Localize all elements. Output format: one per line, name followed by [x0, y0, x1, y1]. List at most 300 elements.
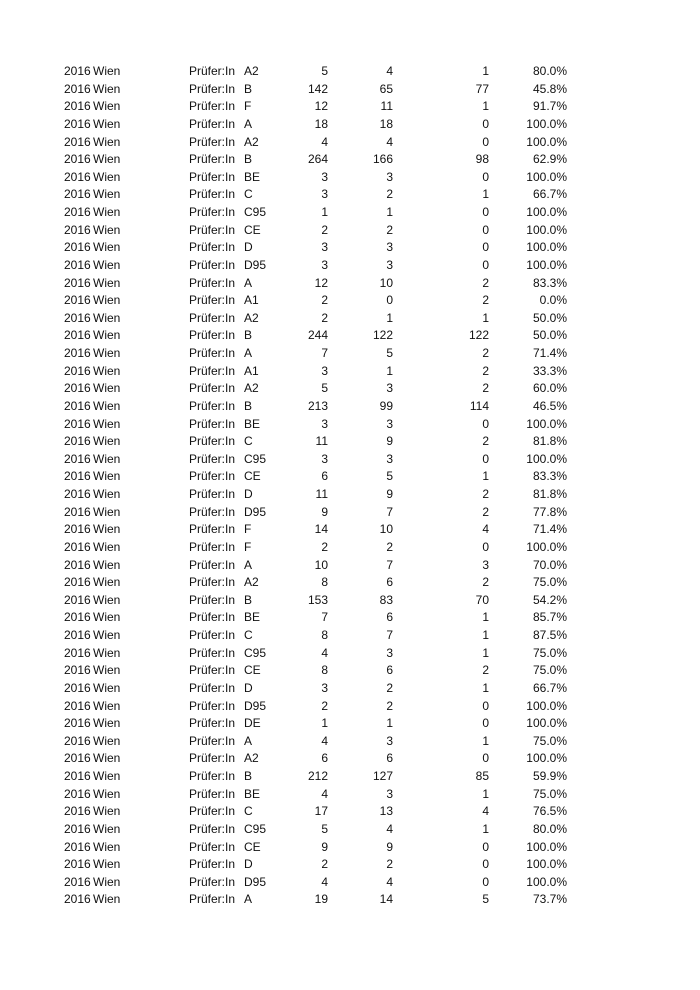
license-class-cell: BE — [244, 610, 261, 625]
total-cell: 4 — [321, 874, 328, 889]
total-cell: 2 — [321, 222, 328, 237]
table-row — [0, 63, 700, 81]
year-cell: 2016 — [64, 187, 91, 202]
failed-cell: 1 — [482, 821, 489, 836]
city-cell: Wien — [93, 628, 121, 642]
year-cell: 2016 — [64, 293, 91, 308]
total-cell: 18 — [314, 116, 328, 131]
pass-rate-cell: 100.0% — [526, 134, 567, 149]
license-class-cell: C95 — [244, 451, 267, 466]
year-cell: 2016 — [64, 857, 91, 872]
year-cell: 2016 — [64, 680, 91, 695]
year-cell: 2016 — [64, 257, 91, 272]
passed-cell: 4 — [386, 821, 393, 836]
role-cell: Prüfer:In — [189, 769, 236, 783]
pass-rate-cell: 77.8% — [532, 504, 567, 519]
pass-rate-cell: 75.0% — [532, 786, 567, 801]
table-row — [0, 592, 700, 610]
pass-rate-cell: 71.4% — [532, 346, 567, 360]
role-cell: Prüfer:In — [189, 116, 236, 131]
passed-cell: 10 — [379, 275, 393, 290]
license-class-cell: CE — [244, 663, 261, 678]
city-cell: Wien — [93, 451, 121, 466]
pass-rate-cell: 100.0% — [526, 874, 567, 889]
license-class-cell: A — [244, 275, 253, 290]
role-cell: Prüfer:In — [189, 575, 236, 590]
passed-cell: 7 — [386, 504, 393, 519]
license-class-cell: C95 — [244, 205, 267, 219]
license-class-cell: CE — [244, 469, 261, 484]
pass-rate-cell: 50.0% — [532, 310, 567, 325]
failed-cell: 0 — [482, 257, 489, 272]
year-cell: 2016 — [64, 522, 91, 537]
city-cell: Wien — [93, 522, 121, 537]
failed-cell: 0 — [482, 857, 489, 872]
license-class-cell: D95 — [244, 874, 267, 889]
failed-cell: 2 — [482, 275, 489, 290]
failed-cell: 0 — [482, 698, 489, 713]
passed-cell: 11 — [380, 99, 393, 114]
city-cell: Wien — [93, 769, 121, 783]
total-cell: 4 — [321, 134, 328, 149]
failed-cell: 0 — [482, 205, 489, 219]
total-cell: 3 — [321, 416, 328, 431]
passed-cell: 1 — [386, 205, 393, 219]
role-cell: Prüfer:In — [189, 522, 236, 537]
failed-cell: 1 — [482, 733, 489, 748]
passed-cell: 1 — [386, 363, 393, 378]
total-cell: 4 — [321, 733, 328, 748]
pass-rate-cell: 100.0% — [526, 751, 567, 766]
pass-rate-cell: 100.0% — [526, 451, 567, 466]
table-row — [0, 81, 700, 99]
role-cell: Prüfer:In — [189, 451, 236, 466]
license-class-cell: D95 — [244, 504, 267, 519]
pass-rate-cell: 75.0% — [532, 733, 567, 748]
year-cell: 2016 — [64, 892, 91, 907]
failed-cell: 1 — [482, 64, 489, 78]
license-class-cell: DE — [244, 716, 261, 731]
table-row — [0, 803, 700, 821]
failed-cell: 1 — [482, 469, 489, 484]
passed-cell: 10 — [379, 522, 393, 537]
pass-rate-cell: 100.0% — [526, 205, 567, 219]
license-class-cell: C95 — [244, 821, 267, 836]
table-row — [0, 733, 700, 751]
passed-cell: 3 — [386, 257, 393, 272]
city-cell: Wien — [93, 892, 121, 907]
total-cell: 2 — [321, 293, 328, 308]
city-cell: Wien — [93, 169, 121, 184]
role-cell: Prüfer:In — [189, 240, 236, 255]
passed-cell: 7 — [386, 628, 393, 642]
city-cell: Wien — [93, 592, 121, 607]
year-cell: 2016 — [64, 751, 91, 766]
year-cell: 2016 — [64, 275, 91, 290]
role-cell: Prüfer:In — [189, 716, 236, 731]
year-cell: 2016 — [64, 645, 91, 660]
role-cell: Prüfer:In — [189, 680, 236, 695]
city-cell: Wien — [93, 381, 121, 396]
pass-rate-cell: 76.5% — [532, 804, 567, 819]
total-cell: 3 — [321, 680, 328, 695]
year-cell: 2016 — [64, 240, 91, 255]
role-cell: Prüfer:In — [189, 346, 236, 360]
city-cell: Wien — [93, 434, 121, 449]
license-class-cell: C95 — [244, 645, 267, 660]
failed-cell: 5 — [482, 892, 489, 907]
city-cell: Wien — [93, 64, 121, 78]
total-cell: 3 — [321, 363, 328, 378]
passed-cell: 2 — [386, 539, 393, 554]
failed-cell: 2 — [482, 504, 489, 519]
role-cell: Prüfer:In — [189, 310, 236, 325]
city-cell: Wien — [93, 398, 121, 413]
table-row — [0, 698, 700, 716]
total-cell: 19 — [314, 892, 328, 907]
year-cell: 2016 — [64, 81, 91, 96]
city-cell: Wien — [93, 504, 121, 519]
role-cell: Prüfer:In — [189, 257, 236, 272]
total-cell: 3 — [321, 257, 328, 272]
pass-rate-cell: 100.0% — [526, 116, 567, 131]
passed-cell: 3 — [386, 786, 393, 801]
year-cell: 2016 — [64, 698, 91, 713]
table-row — [0, 310, 700, 328]
license-class-cell: B — [244, 398, 253, 413]
passed-cell: 3 — [386, 645, 393, 660]
total-cell: 6 — [321, 751, 328, 766]
license-class-cell: BE — [244, 416, 261, 431]
passed-cell: 6 — [386, 751, 393, 766]
passed-cell: 3 — [386, 733, 393, 748]
license-class-cell: BE — [244, 169, 261, 184]
passed-cell: 4 — [386, 64, 393, 78]
pass-rate-cell: 81.8% — [532, 434, 567, 449]
city-cell: Wien — [93, 293, 121, 308]
city-cell: Wien — [93, 539, 121, 554]
pass-rate-cell: 83.3% — [532, 275, 567, 290]
year-cell: 2016 — [64, 416, 91, 431]
table-row — [0, 292, 700, 310]
failed-cell: 4 — [482, 804, 489, 819]
pass-rate-cell: 45.8% — [532, 81, 567, 96]
city-cell: Wien — [93, 134, 121, 149]
total-cell: 8 — [321, 575, 328, 590]
passed-cell: 18 — [379, 116, 393, 131]
total-cell: 7 — [321, 346, 328, 360]
failed-cell: 85 — [475, 769, 489, 783]
total-cell: 3 — [321, 187, 328, 202]
license-class-cell: D95 — [244, 698, 267, 713]
table-row — [0, 680, 700, 698]
city-cell: Wien — [93, 698, 121, 713]
table-row — [0, 257, 700, 275]
role-cell: Prüfer:In — [189, 328, 236, 343]
year-cell: 2016 — [64, 169, 91, 184]
table-row — [0, 750, 700, 768]
table-row — [0, 609, 700, 627]
total-cell: 4 — [321, 786, 328, 801]
table-row — [0, 345, 700, 363]
table-row — [0, 468, 700, 486]
failed-cell: 0 — [482, 874, 489, 889]
year-cell: 2016 — [64, 434, 91, 449]
passed-cell: 127 — [372, 769, 393, 783]
total-cell: 12 — [314, 99, 328, 114]
city-cell: Wien — [93, 222, 121, 237]
pass-rate-cell: 83.3% — [532, 469, 567, 484]
total-cell: 14 — [314, 522, 328, 537]
passed-cell: 14 — [379, 892, 393, 907]
city-cell: Wien — [93, 663, 121, 678]
year-cell: 2016 — [64, 716, 91, 731]
pass-rate-cell: 46.5% — [532, 398, 567, 413]
passed-cell: 3 — [386, 381, 393, 396]
role-cell: Prüfer:In — [189, 504, 236, 519]
role-cell: Prüfer:In — [189, 152, 236, 167]
city-cell: Wien — [93, 874, 121, 889]
license-class-cell: CE — [244, 839, 261, 854]
license-class-cell: C — [244, 187, 253, 202]
city-cell: Wien — [93, 575, 121, 590]
year-cell: 2016 — [64, 152, 91, 167]
failed-cell: 2 — [482, 434, 489, 449]
pass-rate-cell: 33.3% — [532, 363, 567, 378]
license-class-cell: A1 — [244, 293, 259, 308]
year-cell: 2016 — [64, 346, 91, 360]
pass-rate-cell: 66.7% — [532, 187, 567, 202]
table-row — [0, 98, 700, 116]
role-cell: Prüfer:In — [189, 628, 236, 642]
total-cell: 142 — [307, 81, 328, 96]
pass-rate-cell: 70.0% — [532, 557, 567, 572]
year-cell: 2016 — [64, 451, 91, 466]
pass-rate-cell: 100.0% — [526, 240, 567, 255]
role-cell: Prüfer:In — [189, 804, 236, 819]
total-cell: 153 — [307, 592, 328, 607]
year-cell: 2016 — [64, 398, 91, 413]
role-cell: Prüfer:In — [189, 205, 236, 219]
year-cell: 2016 — [64, 487, 91, 501]
year-cell: 2016 — [64, 328, 91, 343]
passed-cell: 6 — [386, 575, 393, 590]
pass-rate-cell: 71.4% — [532, 522, 567, 537]
table-row — [0, 433, 700, 451]
failed-cell: 0 — [482, 451, 489, 466]
failed-cell: 0 — [482, 716, 489, 731]
total-cell: 9 — [321, 839, 328, 854]
role-cell: Prüfer:In — [189, 363, 236, 378]
year-cell: 2016 — [64, 839, 91, 854]
license-class-cell: A2 — [244, 310, 259, 325]
role-cell: Prüfer:In — [189, 275, 236, 290]
table-row — [0, 451, 700, 469]
license-class-cell: A2 — [244, 381, 259, 396]
total-cell: 244 — [307, 328, 328, 343]
pass-rate-cell: 50.0% — [532, 328, 567, 343]
total-cell: 1 — [321, 716, 328, 731]
pass-rate-cell: 100.0% — [526, 416, 567, 431]
passed-cell: 9 — [386, 839, 393, 854]
passed-cell: 2 — [386, 857, 393, 872]
passed-cell: 3 — [386, 169, 393, 184]
failed-cell: 1 — [482, 786, 489, 801]
year-cell: 2016 — [64, 116, 91, 131]
total-cell: 10 — [314, 557, 328, 572]
pass-rate-cell: 100.0% — [526, 698, 567, 713]
year-cell: 2016 — [64, 381, 91, 396]
failed-cell: 1 — [482, 645, 489, 660]
city-cell: Wien — [93, 116, 121, 131]
passed-cell: 2 — [386, 187, 393, 202]
failed-cell: 0 — [482, 169, 489, 184]
table-row — [0, 891, 700, 909]
city-cell: Wien — [93, 81, 121, 96]
license-class-cell: D95 — [244, 257, 267, 272]
year-cell: 2016 — [64, 628, 91, 642]
failed-cell: 1 — [482, 187, 489, 202]
city-cell: Wien — [93, 751, 121, 766]
table-row — [0, 134, 700, 152]
role-cell: Prüfer:In — [189, 645, 236, 660]
year-cell: 2016 — [64, 363, 91, 378]
total-cell: 6 — [321, 469, 328, 484]
license-class-cell: A — [244, 557, 253, 572]
failed-cell: 0 — [482, 751, 489, 766]
table-row — [0, 821, 700, 839]
year-cell: 2016 — [64, 205, 91, 219]
city-cell: Wien — [93, 680, 121, 695]
table-row — [0, 856, 700, 874]
role-cell: Prüfer:In — [189, 539, 236, 554]
table-row — [0, 521, 700, 539]
role-cell: Prüfer:In — [189, 610, 236, 625]
role-cell: Prüfer:In — [189, 81, 236, 96]
year-cell: 2016 — [64, 786, 91, 801]
pass-rate-cell: 100.0% — [526, 257, 567, 272]
passed-cell: 3 — [386, 240, 393, 255]
failed-cell: 70 — [475, 592, 489, 607]
year-cell: 2016 — [64, 64, 91, 78]
total-cell: 2 — [321, 310, 328, 325]
year-cell: 2016 — [64, 222, 91, 237]
pass-rate-cell: 81.8% — [532, 487, 567, 501]
failed-cell: 114 — [469, 398, 489, 413]
license-class-cell: F — [244, 99, 252, 114]
city-cell: Wien — [93, 240, 121, 255]
city-cell: Wien — [93, 363, 121, 378]
city-cell: Wien — [93, 205, 121, 219]
table-row — [0, 116, 700, 134]
table-row — [0, 222, 700, 240]
passed-cell: 83 — [379, 592, 393, 607]
table-row — [0, 398, 700, 416]
pass-rate-cell: 59.9% — [532, 769, 567, 783]
pass-rate-cell: 91.7% — [532, 99, 567, 114]
city-cell: Wien — [93, 786, 121, 801]
pass-rate-cell: 80.0% — [532, 821, 567, 836]
role-cell: Prüfer:In — [189, 293, 236, 308]
license-class-cell: C — [244, 804, 253, 819]
year-cell: 2016 — [64, 821, 91, 836]
table-row — [0, 204, 700, 222]
total-cell: 9 — [321, 504, 328, 519]
table-row — [0, 380, 700, 398]
passed-cell: 122 — [372, 328, 393, 343]
pass-rate-cell: 80.0% — [532, 64, 567, 78]
passed-cell: 5 — [386, 469, 393, 484]
total-cell: 7 — [321, 610, 328, 625]
role-cell: Prüfer:In — [189, 786, 236, 801]
table-row — [0, 627, 700, 645]
pass-rate-cell: 75.0% — [532, 575, 567, 590]
role-cell: Prüfer:In — [189, 64, 236, 78]
failed-cell: 0 — [482, 539, 489, 554]
passed-cell: 2 — [386, 698, 393, 713]
role-cell: Prüfer:In — [189, 187, 236, 202]
license-class-cell: F — [244, 539, 252, 554]
table-row — [0, 186, 700, 204]
failed-cell: 4 — [482, 522, 489, 537]
passed-cell: 3 — [386, 451, 393, 466]
table-row — [0, 645, 700, 663]
license-class-cell: B — [244, 769, 253, 783]
role-cell: Prüfer:In — [189, 874, 236, 889]
year-cell: 2016 — [64, 610, 91, 625]
city-cell: Wien — [93, 152, 121, 167]
total-cell: 2 — [321, 857, 328, 872]
license-class-cell: D — [244, 240, 253, 255]
passed-cell: 6 — [386, 610, 393, 625]
city-cell: Wien — [93, 716, 121, 731]
role-cell: Prüfer:In — [189, 416, 236, 431]
role-cell: Prüfer:In — [189, 134, 236, 149]
city-cell: Wien — [93, 99, 121, 114]
license-class-cell: B — [244, 152, 253, 167]
table-row — [0, 768, 700, 786]
table-row — [0, 363, 700, 381]
role-cell: Prüfer:In — [189, 434, 236, 449]
role-cell: Prüfer:In — [189, 857, 236, 872]
role-cell: Prüfer:In — [189, 751, 236, 766]
city-cell: Wien — [93, 857, 121, 872]
license-class-cell: B — [244, 328, 253, 343]
total-cell: 5 — [321, 821, 328, 836]
table-row — [0, 662, 700, 680]
role-cell: Prüfer:In — [189, 892, 236, 907]
license-class-cell: C — [244, 434, 253, 449]
city-cell: Wien — [93, 645, 121, 660]
total-cell: 1 — [321, 205, 328, 219]
role-cell: Prüfer:In — [189, 469, 236, 484]
table-row — [0, 486, 700, 504]
passed-cell: 3 — [386, 416, 393, 431]
passed-cell: 2 — [386, 680, 393, 695]
license-class-cell: D — [244, 680, 253, 695]
passed-cell: 4 — [386, 134, 393, 149]
city-cell: Wien — [93, 487, 121, 501]
role-cell: Prüfer:In — [189, 839, 236, 854]
role-cell: Prüfer:In — [189, 222, 236, 237]
total-cell: 11 — [315, 487, 328, 501]
pass-rate-cell: 60.0% — [532, 381, 567, 396]
pass-rate-cell: 87.5% — [532, 628, 567, 642]
year-cell: 2016 — [64, 804, 91, 819]
table-row — [0, 327, 700, 345]
license-class-cell: A2 — [244, 64, 259, 78]
total-cell: 2 — [321, 539, 328, 554]
